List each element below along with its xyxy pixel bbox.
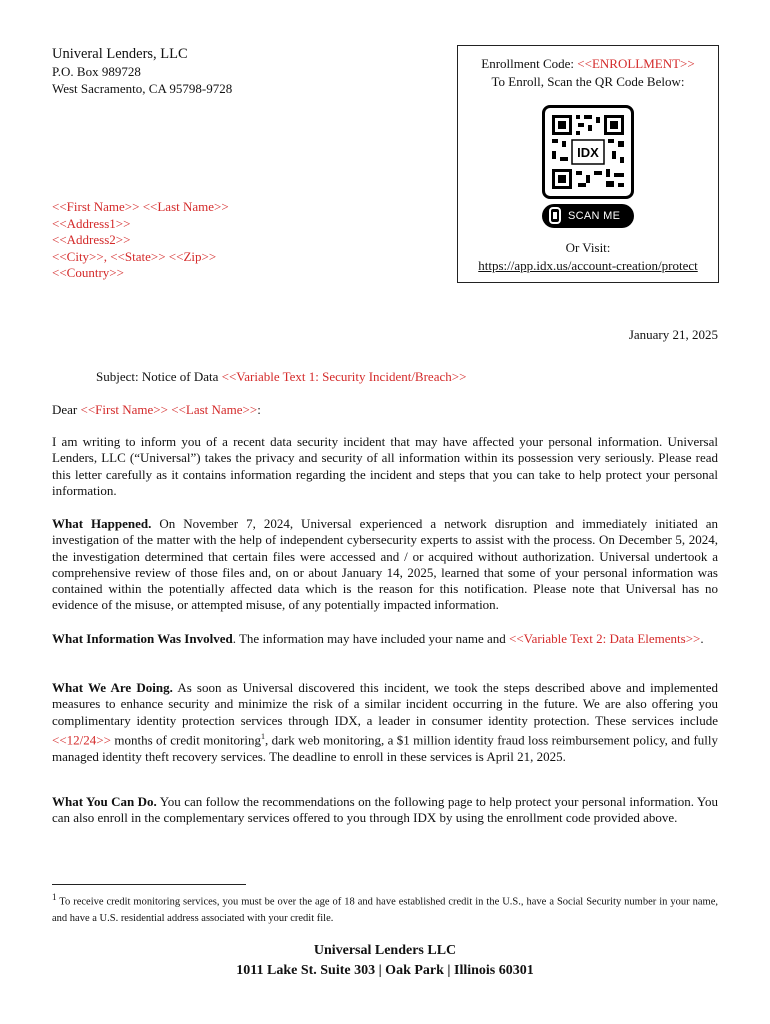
subject-prefix: Subject: Notice of Data bbox=[96, 369, 222, 384]
what-doing-heading: What We Are Doing. bbox=[52, 680, 173, 695]
enrollment-code-value: <<ENROLLMENT>> bbox=[577, 56, 695, 71]
salutation-prefix: Dear bbox=[52, 402, 81, 417]
what-info-text: . The information may have included your name and bbox=[232, 631, 510, 646]
subject-line bbox=[96, 369, 466, 385]
footnote bbox=[52, 889, 718, 927]
letter-date: January 21, 2025 bbox=[628, 327, 718, 342]
qr-center-label: IDX bbox=[577, 145, 599, 160]
intro-paragraph: I am writing to inform you of a recent data security incident that may have affected your personal information. Universal Lenders, LLC (“Universal”) takes the privacy and security of all information within its possession very seriously. Please read this letter carefully as it contains information regarding the incident and steps that you can take to help protect your personal information. bbox=[52, 434, 718, 498]
or-visit-label: Or Visit: bbox=[565, 240, 611, 255]
footnote-text: To receive credit monitoring services, you must be over the age of 18 and have established credit in the U.S., have a Social Security number in your name, and have a U.S. residential address associated with your credit file. bbox=[52, 896, 718, 924]
enrollment-code-line bbox=[458, 56, 718, 72]
what-you-can-do-text: You can follow the recommendations on the following page to help protect your personal information. You can also enroll in the complementary services offered to you through IDX by using the enrollment code provided above. bbox=[52, 794, 718, 826]
recipient-city-line: <<City>>, <<State>> <<Zip>> bbox=[52, 248, 217, 264]
footnote-mark: 1 bbox=[52, 892, 57, 902]
recipient-address-block bbox=[52, 199, 229, 282]
what-info-end: . bbox=[700, 631, 704, 646]
recipient-country: <<Country>> bbox=[52, 265, 124, 280]
what-info-variable: <<Variable Text 2: Data Elements>> bbox=[509, 631, 701, 646]
qr-code-icon bbox=[550, 113, 626, 191]
enrollment-box bbox=[457, 45, 719, 283]
salutation-name-variable: <<First Name>> <<Last Name>> bbox=[80, 402, 258, 417]
what-doing-text-c: , dark web monitoring, a $1 million identity fraud loss reimbursement policy, and fully managed identity theft recovery services. The deadline to enroll in these services is April 21, 2025. bbox=[52, 732, 719, 764]
recipient-address2: <<Address2>> bbox=[52, 232, 131, 247]
sender-city-line: West Sacramento, CA 95798-9728 bbox=[52, 81, 233, 96]
what-doing-paragraph bbox=[52, 680, 718, 765]
what-info-paragraph bbox=[52, 631, 718, 647]
sender-name: Univeral Lenders, LLC bbox=[52, 46, 188, 62]
footer-address: 1011 Lake St. Suite 303 | Oak Park | Illinois 60301 bbox=[236, 963, 534, 978]
what-info-heading: What Information Was Involved bbox=[52, 631, 233, 646]
sender-address-block bbox=[52, 45, 232, 97]
scan-me-button[interactable] bbox=[542, 204, 634, 228]
sender-po-box: P.O. Box 989728 bbox=[52, 64, 141, 79]
salutation-suffix: : bbox=[257, 402, 261, 417]
salutation bbox=[52, 402, 261, 418]
scan-instruction: To Enroll, Scan the QR Code Below: bbox=[491, 74, 685, 89]
what-happened-paragraph bbox=[52, 516, 718, 614]
what-you-can-do-heading: What You Can Do. bbox=[52, 794, 157, 809]
phone-icon bbox=[549, 207, 561, 224]
footnote-divider bbox=[52, 884, 246, 885]
subject-variable: <<Variable Text 1: Security Incident/Breach>> bbox=[221, 369, 467, 384]
recipient-name: <<First Name>> <<Last Name>> bbox=[52, 199, 229, 214]
footer-company: Universal Lenders LLC bbox=[313, 943, 457, 958]
scan-me-label: SCAN ME bbox=[568, 210, 621, 222]
what-doing-text-b: months of credit monitoring bbox=[110, 732, 261, 748]
what-you-can-do-paragraph bbox=[52, 794, 718, 827]
what-doing-variable: <<12/24>> bbox=[52, 732, 111, 748]
what-doing-text-a: As soon as Universal discovered this incident, we took the steps described above and implemented measures to enhance security and minimize the risk of a similar incident occurring in the future. We are also offering you complimentary identity protection services through IDX, a leader in consumer identity protection. These services include bbox=[52, 680, 718, 728]
footnote-reference: 1 bbox=[261, 731, 265, 741]
what-happened-text: On November 7, 2024, Universal experienced a network disruption and immediately initiated an investigation of the matter with the help of independent cybersecurity experts to assist with the process. On December 5, 2024, the investigation determined that certain files were accessed and / or acquired without authorization. Universal undertook a comprehensive review of those files and, on or about January 14, 2025, learned that some of your personal information was contained within the potentially affected data which is the reason for this notification. Please note that Universal has no evidence of the misuse, or attempted misuse, of any potentially impacted information. bbox=[52, 516, 718, 613]
recipient-address1: <<Address1>> bbox=[52, 215, 131, 231]
enrollment-url-link[interactable]: https://app.idx.us/account-creation/protect bbox=[478, 258, 698, 273]
qr-code[interactable] bbox=[542, 105, 634, 199]
enrollment-code-label: Enrollment Code: bbox=[481, 56, 578, 71]
what-happened-heading: What Happened. bbox=[52, 516, 152, 531]
